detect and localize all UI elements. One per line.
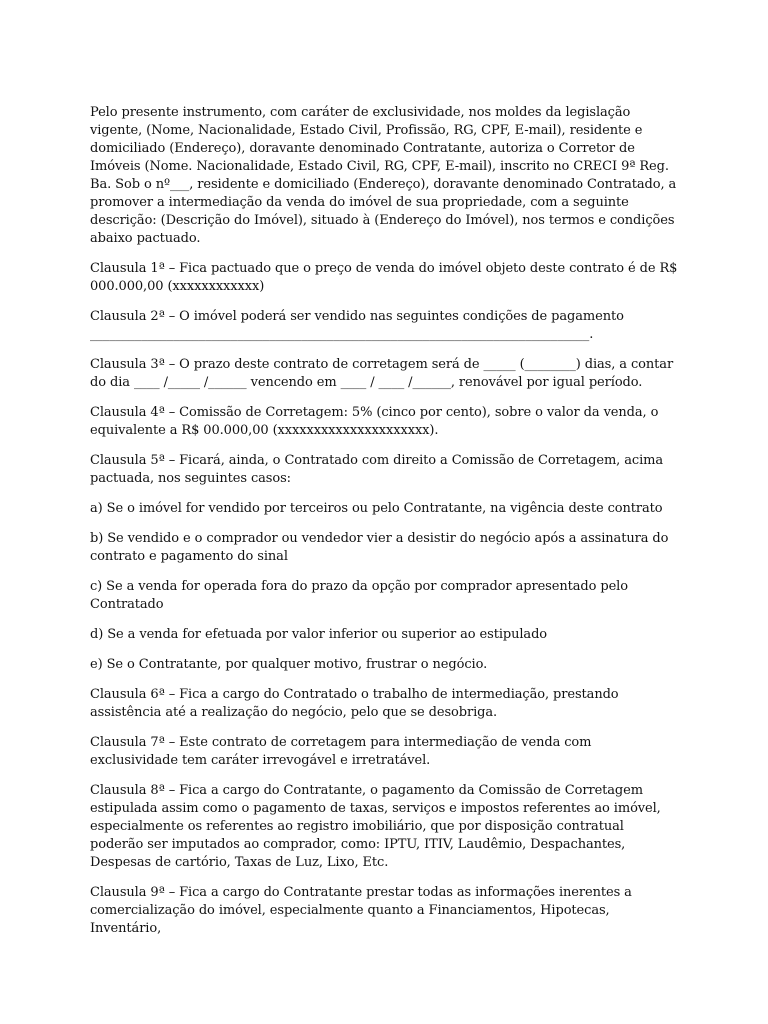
clause-5-item-a: a) Se o imóvel for vendido por terceiros ou pelo Contratante, na vigência deste contrato: [90, 501, 663, 516]
clause-7: Clausula 7ª – Este contrato de corretagem para intermediação de venda com exclusividade tem caráter irrevogável e irretratável.: [90, 735, 592, 768]
intro-paragraph: Pelo presente instrumento, com caráter de exclusividade, nos moldes da legislação vigente, (Nome, Nacionalidade, Estado Civil, Profissão, RG, CPF, E-mail), residente e domiciliado (Endereço), doravante denominado Contratante, autoriza o Corretor de Imóveis (Nome. Nacionalidade, Estado Civil, RG, CPF, E-mail), inscrito no CRECI 9ª Reg. Ba. Sob o nº___, residente e domiciliado (Endereço), doravante denominado Contratado, a promover a intermediação da venda do imóvel de sua propriedade, com a seguinte descrição: (Descrição do Imóvel), situado à (Endereço do Imóvel), nos termos e condições abaixo pactuado.: [90, 105, 677, 246]
clause-5-item-d: d) Se a venda for efetuada por valor inferior ou superior ao estipulado: [90, 627, 548, 642]
clause-5-item-b: b) Se vendido e o comprador ou vendedor vier a desistir do negócio após a assinatura do contrato e pagamento do sinal: [90, 531, 669, 564]
clause-9: Clausula 9ª – Fica a cargo do Contratante prestar todas as informações inerentes a comercialização do imóvel, especialmente quanto a Financiamentos, Hipotecas, Inventário,: [90, 885, 632, 936]
clause-2: Clausula 2ª – O imóvel poderá ser vendido nas seguintes condições de pagamento ______________________________________________________________________________.: [90, 309, 624, 342]
clause-5-item-e: e) Se o Contratante, por qualquer motivo, frustrar o negócio.: [90, 657, 488, 672]
document-page: [90, 104, 680, 950]
clause-5-item-c: c) Se a venda for operada fora do prazo da opção por comprador apresentado pelo Contratado: [90, 579, 628, 612]
clause-5: Clausula 5ª – Ficará, ainda, o Contratado com direito a Comissão de Corretagem, acima pactuada, nos seguintes casos:: [90, 453, 664, 486]
clause-8: Clausula 8ª – Fica a cargo do Contratante, o pagamento da Comissão de Corretagem estipulada assim como o pagamento de taxas, serviços e impostos referentes ao imóvel, especialmente os referentes ao registro imobiliário, que por disposição contratual poderão ser imputados ao comprador, como: IPTU, ITIV, Laudêmio, Despachantes, Despesas de cartório, Taxas de Luz, Lixo, Etc.: [90, 783, 661, 870]
clause-1: Clausula 1ª – Fica pactuado que o preço de venda do imóvel objeto deste contrato é de R$ 000.000,00 (xxxxxxxxxxxx): [90, 261, 678, 294]
clause-3: Clausula 3ª – O prazo deste contrato de corretagem será de _____ (________) dias, a contar do dia ____ /_____ /______ vencendo em ____ / ____ /______, renovável por igual período.: [90, 357, 674, 390]
clause-4: Clausula 4ª – Comissão de Corretagem: 5% (cinco por cento), sobre o valor da venda, o equivalente a R$ 00.000,00 (xxxxxxxxxxxxxxxxxxxxx).: [90, 405, 659, 438]
clause-6: Clausula 6ª – Fica a cargo do Contratado o trabalho de intermediação, prestando assistência até a realização do negócio, pelo que se desobriga.: [90, 687, 619, 720]
